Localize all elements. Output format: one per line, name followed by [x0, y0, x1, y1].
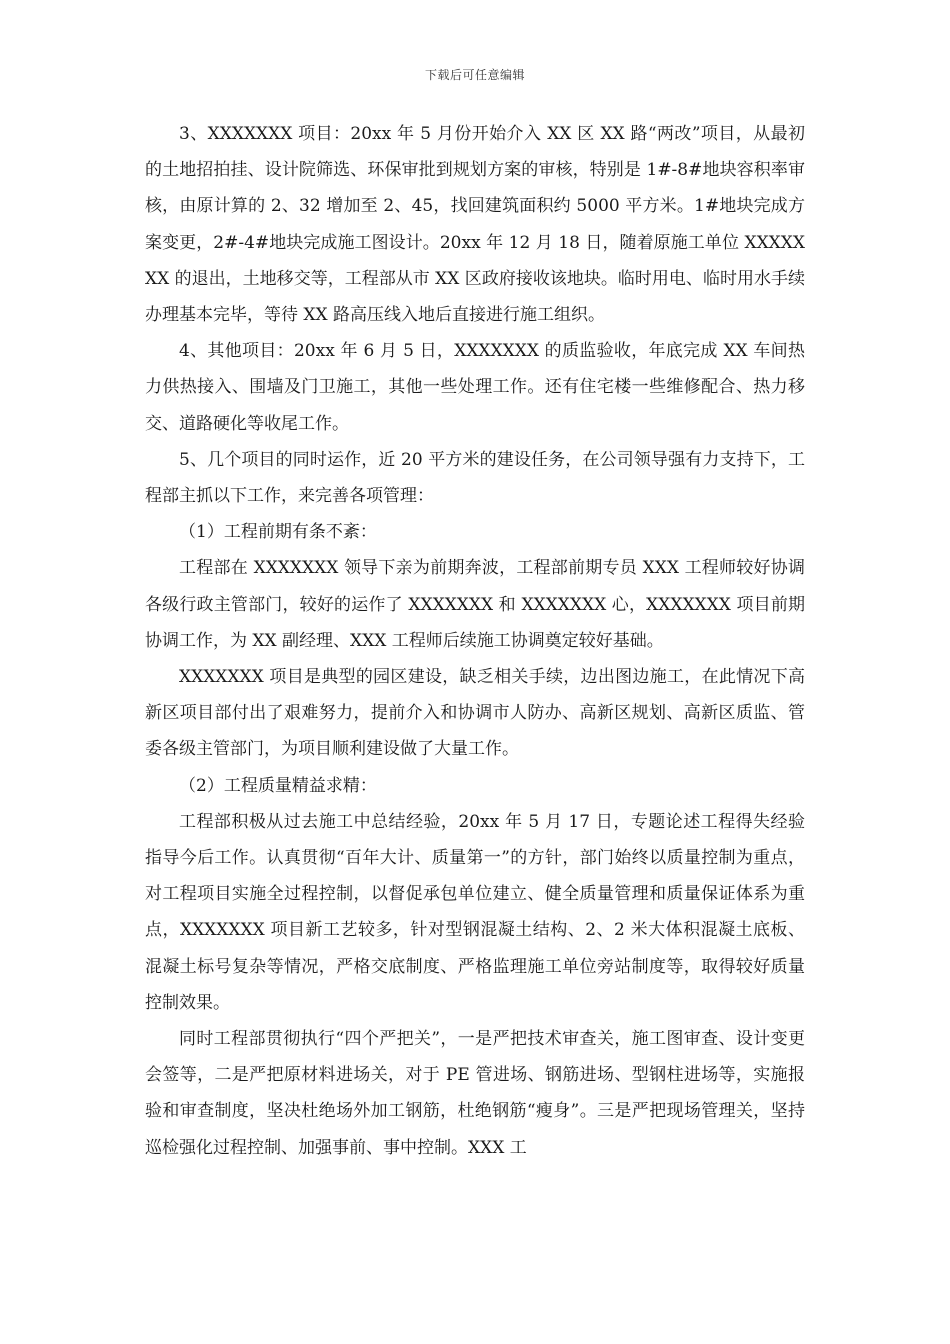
paragraph-four-checks: 同时工程部贯彻执行“四个严把关”，一是严把技术审查关，施工图审查、设计变更会签等，二是严把原材料进场关，对于 PE 管进场、钢筋进场、型钢柱进场等，实施报验和审查制度，坚决杜绝场外加工钢筋，杜绝钢筋“瘦身”。三是严把现场管理关，坚持巡检强化过程控制、加强事前、事中控制。XXX 工 — [145, 1029, 805, 1158]
subheading-quality: （2）工程质量精益求精： — [179, 775, 377, 796]
paragraph-item-3-project: 3、XXXXXXX 项目：20xx 年 5 月份开始介入 XX 区 XX 路“两改”项目，从最初的土地招拍挂、设计院筛选、环保审批到规划方案的审核，特别是 1#-8#地块容积率审核，由原计算的 2、32 增加至 2、45，找回建筑面积约 5000 平方米。1#地块完成方案变更，2#-4#地块完成施工图设计。20xx 年 12 月 18 日，随着原施工单位 XXXXXXX 的退出，土地移交等，工程部从市 XX 区政府接收该地块。临时用电、临时用水手续办理基本完毕，等待 XX 路高压线入地后直接进行施工组织。 — [145, 124, 805, 326]
paragraph-item-4-other-projects: 4、其他项目：20xx 年 6 月 5 日，XXXXXXX 的质监验收，年底完成 XX 车间热力供热接入、围墙及门卫施工，其他一些处理工作。还有住宅楼一些维修配合、热力移交、道路硬化等收尾工作。 — [145, 341, 805, 434]
paragraph-item-5-management: 5、几个项目的同时运作，近 20 平方米的建设任务，在公司领导强有力支持下，工程部主抓以下工作，来完善各项管理： — [145, 449, 805, 507]
paragraph-quality-control: 工程部积极从过去施工中总结经验，20xx 年 5 月 17 日，专题论述工程得失经验指导今后工作。认真贯彻“百年大计、质量第一”的方针，部门始终以质量控制为重点，对工程项目实施全过程控制，以督促承包单位建立、健全质量管理和质量保证体系为重点，XXXXXXX 项目新工艺较多，针对型钢混凝土结构、2、2 米大体积混凝土底板、混凝土标号复杂等情况，严格交底制度、严格监理施工单位旁站制度等，取得较好质量控制效果。 — [145, 811, 805, 1013]
page-header-note: 下载后可任意编辑 — [424, 68, 525, 82]
document-body — [145, 116, 805, 1166]
subheading-early-stage: （1）工程前期有条不紊： — [179, 522, 377, 543]
paragraph-park-construction: XXXXXXX 项目是典型的园区建设，缺乏相关手续，边出图边施工，在此情况下高新区项目部付出了艰难努力，提前介入和协调市人防办、高新区规划、高新区质监、管委各级主管部门，为项目顺利建设做了大量工作。 — [145, 667, 805, 760]
paragraph-early-stage-coordination: 工程部在 XXXXXXX 领导下亲为前期奔波，工程部前期专员 XXX 工程师较好协调各级行政主管部门，较好的运作了 XXXXXXX 和 XXXXXXX 心，XXXXXXX 项目前期协调工作，为 XX 副经理、XXX 工程师后续施工协调奠定较好基础。 — [145, 558, 805, 651]
